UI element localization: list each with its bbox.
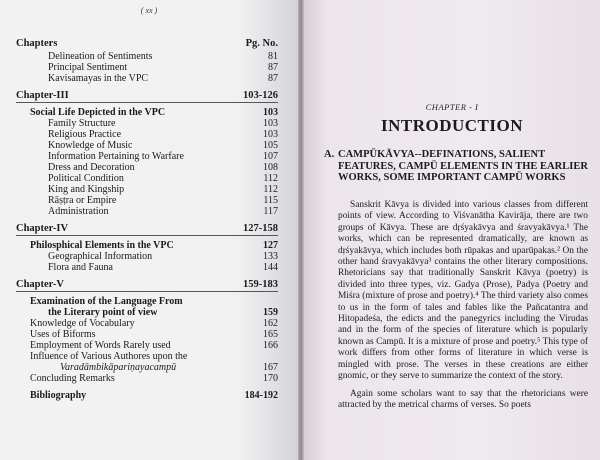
toc-entry: Delineation of Sentiments 81	[48, 51, 278, 62]
left-page	[0, 0, 298, 460]
toc-entry: Information Pertaining to Warfare 107	[48, 151, 278, 162]
right-page	[304, 0, 600, 460]
page-folio: ( xx )	[140, 6, 158, 15]
toc-col-title: Chapters	[16, 38, 58, 49]
toc-entry: Varadāmbikāpariṇayacampū 167	[60, 362, 278, 373]
toc-entry: Family Structure 103	[48, 118, 278, 129]
section-mark: A.	[324, 149, 335, 160]
toc-header	[16, 38, 278, 49]
table-of-contents	[16, 38, 278, 401]
toc-bibliography: Bibliography 184-192	[30, 390, 278, 401]
section-heading	[324, 149, 588, 184]
toc-chapter-heading: Chapter-V 159-183	[16, 279, 278, 290]
toc-chapter-heading: Chapter-III 103-126	[16, 90, 278, 101]
toc-section: Philosphical Elements in the VPC 127	[30, 240, 278, 251]
chapter-rule	[16, 235, 278, 236]
toc-entry: Kavisamayas in the VPC 87	[48, 73, 278, 84]
toc-entry: Knowledge of Music 105	[48, 140, 278, 151]
toc-section: Examination of the Language From	[30, 296, 183, 307]
toc-entry: Rāṣṭra or Empire 115	[48, 195, 278, 206]
body-text	[338, 200, 588, 411]
toc-col-page: Pg. No.	[245, 38, 278, 49]
toc-entry: Administration 117	[48, 206, 278, 217]
chapter-rule	[16, 291, 278, 292]
toc-section: the Literary point of view 159	[48, 307, 278, 318]
section-title: CAMPŪKĀVYA--DEFINATIONS, SALIENT FEATURES, CAMPŪ ELEMENTS IN THE EARLIER WORKS, SOME IMPORTANT CAMPŪ WORKS	[338, 149, 588, 183]
toc-section: Social Life Depicted in the VPC 103	[30, 107, 278, 118]
paragraph: Sanskrit Kāvya is divided into various classes from different points of view. According to Viśvanātha Kavirāja, there are two groups of Kāvya. These are dṛśyakāvya and śravyakāvya.¹ The works, which can be represented dramatically, are known as dṛśyakāvya, which includes both rūpakas and uparūpakas.² On the other hand śravyakāvya³ contains the other literary compositions. Rhetoricians say that traditionally Sanskrit Kāvya (poetry) is divided into three types, viz. Gadya (Prose), Padya (Poetry and Miśra (mixture of prose and poetry).⁴ The third variety also comes to us in the form of tales and fables like the Pañcatantra and Hitopadeśa, the edicts and the panegyrics including the Virudas and in the form of the species of literature which is popularly known as Campū. It is a mixture of prose and poetry.⁵ This type of work differs from other forms of literature in which verse is mingled with prose. The verses in these creations are either gnomic, or they serve to summarize the context of the story.	[338, 200, 588, 382]
paragraph: Again some scholars want to say that the rhetoricians were attracted by the metrical charms of verses. So poets	[338, 388, 588, 410]
toc-entry: Knowledge of Vocabulary 162	[30, 318, 278, 329]
toc-chapter-heading: Chapter-IV 127-158	[16, 223, 278, 234]
chapter-label: CHAPTER - I	[425, 102, 479, 112]
toc-entry: Uses of Biforms 165	[30, 329, 278, 340]
toc-entry: Employment of Words Rarely used 166	[30, 340, 278, 351]
toc-entry: Political Condition 112	[48, 173, 278, 184]
chapter-title: INTRODUCTION	[380, 116, 524, 135]
toc-entry: Dress and Decoration 108	[48, 162, 278, 173]
toc-entry: Principal Sentiment 87	[48, 62, 278, 73]
toc-entry: Concluding Remarks 170	[30, 373, 278, 384]
toc-entry: Flora and Fauna 144	[48, 262, 278, 273]
toc-entry: Geographical Information 133	[48, 251, 278, 262]
chapter-rule	[16, 102, 278, 103]
toc-entry: Religious Practice 103	[48, 129, 278, 140]
toc-entry: King and Kingship 112	[48, 184, 278, 195]
toc-entry: Influence of Various Authores upon the	[30, 351, 188, 362]
